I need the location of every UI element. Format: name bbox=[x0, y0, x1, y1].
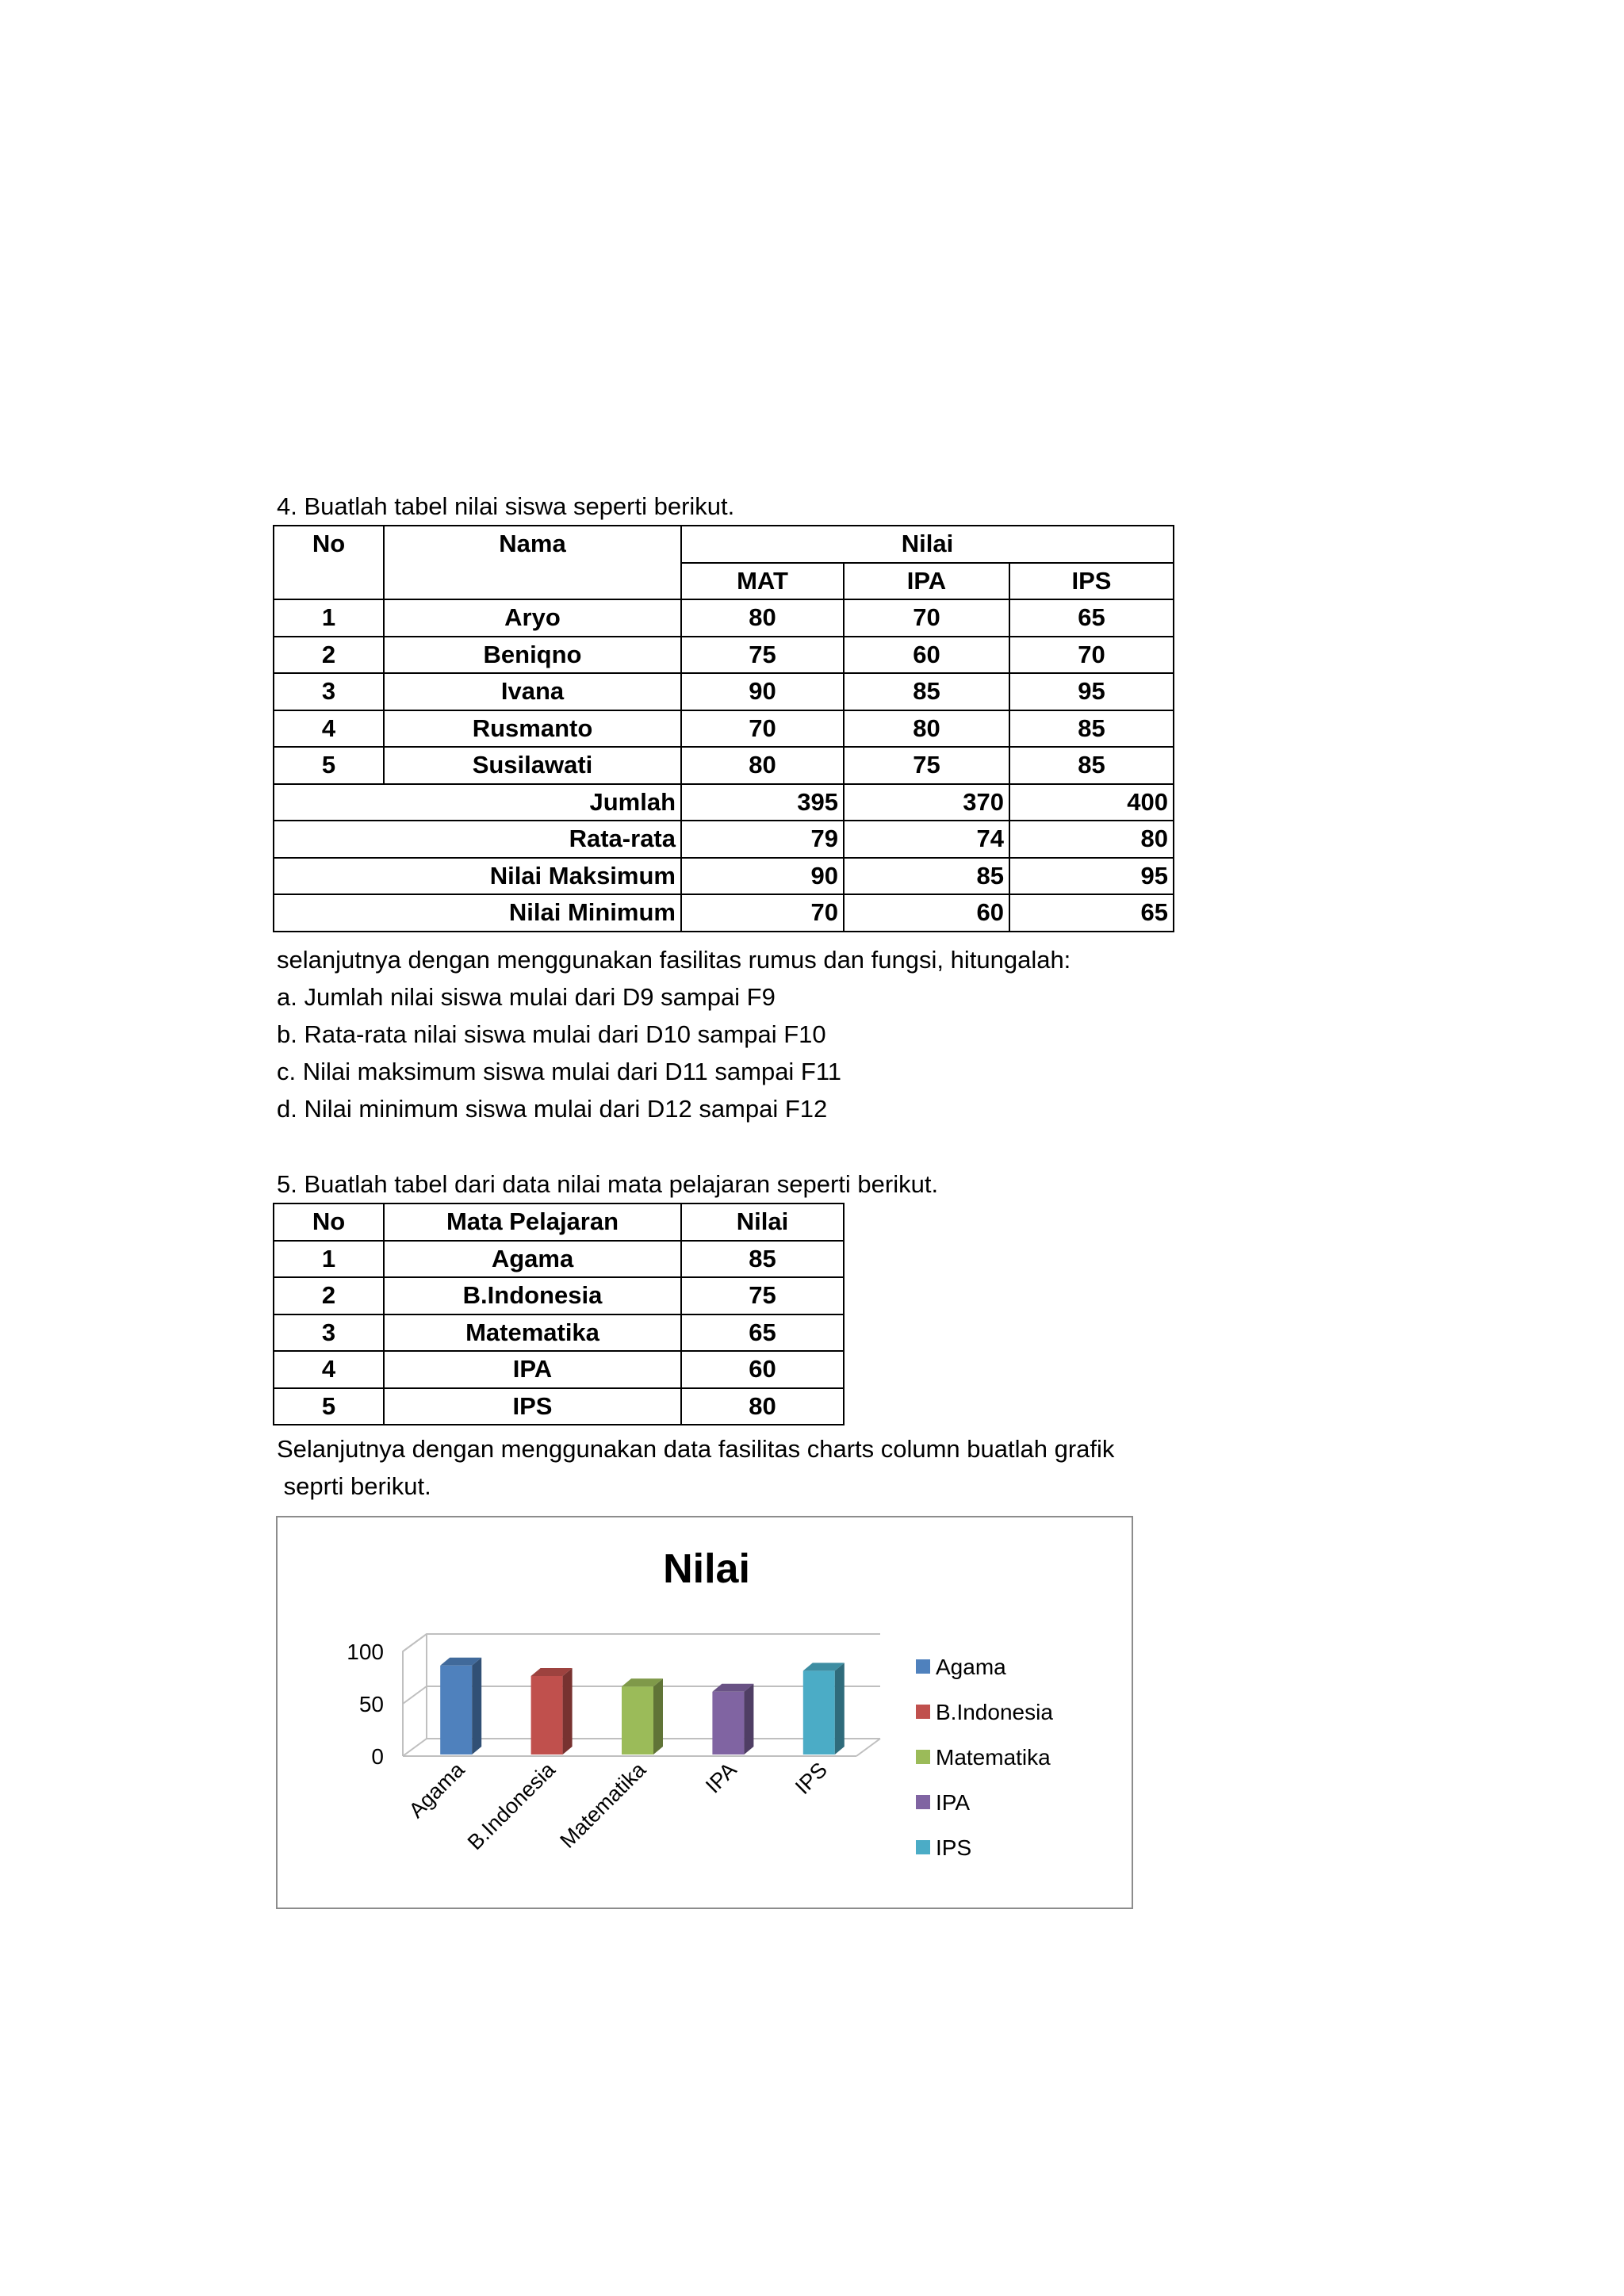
cell-mat: 80 bbox=[681, 599, 844, 637]
q4-task-b: b. Rata-rata nilai siswa mulai dari D10 sampai F10 bbox=[277, 1020, 826, 1048]
cell-nama: Rusmanto bbox=[384, 710, 681, 748]
bar-matematika bbox=[622, 1686, 653, 1755]
cell-ipa: 75 bbox=[844, 747, 1009, 784]
legend-entry: Matematika bbox=[936, 1745, 1051, 1770]
x-tick-label: B.Indonesia bbox=[462, 1758, 560, 1855]
x-tick-label: IPA bbox=[701, 1758, 741, 1798]
summary-row bbox=[274, 858, 1174, 895]
cell-nama: Beniqno bbox=[384, 637, 681, 674]
cell-no: 5 bbox=[274, 747, 384, 784]
q5-instruction-line2: seprti berikut. bbox=[277, 1472, 431, 1500]
cell-nilai: 80 bbox=[681, 1388, 844, 1425]
cell-mat: 75 bbox=[681, 637, 844, 674]
x-tick-label: Matematika bbox=[555, 1758, 651, 1853]
table-row bbox=[274, 599, 1174, 637]
cell-ips: 65 bbox=[1009, 894, 1174, 932]
chart-title: Nilai bbox=[663, 1546, 750, 1592]
header-nilai: Nilai bbox=[681, 1203, 844, 1241]
table-row bbox=[274, 673, 1174, 710]
cell-ipa: 60 bbox=[844, 894, 1009, 932]
bar-ips bbox=[803, 1670, 835, 1755]
cell-no: 3 bbox=[274, 1314, 384, 1352]
cell-mat: 395 bbox=[681, 784, 844, 821]
legend-entry: IPS bbox=[936, 1835, 972, 1860]
summary-label: Rata-rata bbox=[274, 821, 681, 858]
y-tick-label: 0 bbox=[371, 1744, 384, 1769]
cell-nilai: 65 bbox=[681, 1314, 844, 1352]
cell-ipa: 85 bbox=[844, 858, 1009, 895]
cell-no: 4 bbox=[274, 710, 384, 748]
table-row bbox=[274, 1314, 844, 1352]
cell-no: 2 bbox=[274, 637, 384, 674]
cell-ipa: 70 bbox=[844, 599, 1009, 637]
cell-nilai: 60 bbox=[681, 1351, 844, 1388]
cell-ips: 95 bbox=[1009, 673, 1174, 710]
table-row bbox=[274, 637, 1174, 674]
cell-nilai: 85 bbox=[681, 1241, 844, 1278]
x-tick-label: IPS bbox=[791, 1758, 833, 1800]
cell-mat: 90 bbox=[681, 858, 844, 895]
cell-ips: 85 bbox=[1009, 747, 1174, 784]
subject-scores-table bbox=[273, 1203, 845, 1425]
legend-swatch bbox=[916, 1795, 930, 1809]
cell-no: 2 bbox=[274, 1277, 384, 1314]
legend-entry: Agama bbox=[936, 1655, 1006, 1679]
legend-entry: B.Indonesia bbox=[936, 1700, 1053, 1724]
cell-no: 1 bbox=[274, 1241, 384, 1278]
q4-task-d: d. Nilai minimum siswa mulai dari D12 sampai F12 bbox=[277, 1095, 828, 1123]
cell-mat: 70 bbox=[681, 710, 844, 748]
bar-side bbox=[472, 1658, 481, 1755]
q5-intro: 5. Buatlah tabel dari data nilai mata pelajaran seperti berikut. bbox=[277, 1170, 939, 1198]
cell-ips: 95 bbox=[1009, 858, 1174, 895]
cell-ipa: 85 bbox=[844, 673, 1009, 710]
chart-floor-edge bbox=[856, 1739, 880, 1756]
cell-no: 4 bbox=[274, 1351, 384, 1388]
cell-nilai: 75 bbox=[681, 1277, 844, 1314]
cell-nama: Ivana bbox=[384, 673, 681, 710]
legend-swatch bbox=[916, 1750, 930, 1764]
table-row bbox=[274, 1351, 844, 1388]
cell-mapel: Agama bbox=[384, 1241, 681, 1278]
cell-ips: 70 bbox=[1009, 637, 1174, 674]
cell-no: 1 bbox=[274, 599, 384, 637]
summary-label: Nilai Minimum bbox=[274, 894, 681, 932]
summary-row bbox=[274, 784, 1174, 821]
header-nama: Nama bbox=[384, 526, 681, 599]
bar-side bbox=[744, 1684, 753, 1755]
table-row bbox=[274, 1241, 844, 1278]
legend-swatch bbox=[916, 1659, 930, 1674]
header-no: No bbox=[274, 1203, 384, 1241]
summary-label: Jumlah bbox=[274, 784, 681, 821]
cell-mat: 90 bbox=[681, 673, 844, 710]
legend-swatch bbox=[916, 1840, 930, 1854]
cell-mat: 80 bbox=[681, 747, 844, 784]
summary-row bbox=[274, 894, 1174, 932]
cell-ips: 85 bbox=[1009, 710, 1174, 748]
bar-ipa bbox=[712, 1692, 744, 1755]
q4-instruction: selanjutnya dengan menggunakan fasilitas rumus dan fungsi, hitungalah: bbox=[277, 946, 1071, 974]
header-ips: IPS bbox=[1009, 563, 1174, 600]
legend-entry: IPA bbox=[936, 1790, 971, 1815]
cell-ipa: 60 bbox=[844, 637, 1009, 674]
cell-ipa: 80 bbox=[844, 710, 1009, 748]
cell-mat: 79 bbox=[681, 821, 844, 858]
bar-agama bbox=[440, 1666, 472, 1755]
gridline bbox=[403, 1634, 880, 1651]
cell-ips: 80 bbox=[1009, 821, 1174, 858]
table-row bbox=[274, 747, 1174, 784]
bar-side bbox=[563, 1668, 573, 1755]
bar-side bbox=[835, 1663, 845, 1755]
header-mapel: Mata Pelajaran bbox=[384, 1203, 681, 1241]
q4-task-a: a. Jumlah nilai siswa mulai dari D9 sampai F9 bbox=[277, 983, 776, 1011]
cell-mapel: Matematika bbox=[384, 1314, 681, 1352]
q4-intro: 4. Buatlah tabel nilai siswa seperti berikut. bbox=[277, 492, 735, 520]
y-tick-label: 50 bbox=[358, 1692, 384, 1716]
bar-side bbox=[653, 1678, 663, 1755]
cell-ips: 400 bbox=[1009, 784, 1174, 821]
legend-swatch bbox=[916, 1705, 930, 1719]
header-mat: MAT bbox=[681, 563, 844, 600]
cell-ipa: 370 bbox=[844, 784, 1009, 821]
cell-nama: Aryo bbox=[384, 599, 681, 637]
cell-ips: 65 bbox=[1009, 599, 1174, 637]
x-tick-label: Agama bbox=[404, 1758, 469, 1823]
header-ipa: IPA bbox=[844, 563, 1009, 600]
cell-no: 3 bbox=[274, 673, 384, 710]
column-chart-frame bbox=[276, 1516, 1133, 1909]
table-row bbox=[274, 1388, 844, 1425]
cell-mapel: IPA bbox=[384, 1351, 681, 1388]
summary-label: Nilai Maksimum bbox=[274, 858, 681, 895]
table-row bbox=[274, 710, 1174, 748]
cell-mapel: IPS bbox=[384, 1388, 681, 1425]
cell-ipa: 74 bbox=[844, 821, 1009, 858]
cell-nama: Susilawati bbox=[384, 747, 681, 784]
column-chart bbox=[278, 1517, 1135, 1911]
q5-instruction-line1: Selanjutnya dengan menggunakan data fasilitas charts column buatlah grafik bbox=[277, 1435, 1115, 1463]
cell-no: 5 bbox=[274, 1388, 384, 1425]
y-tick-label: 100 bbox=[347, 1640, 384, 1664]
header-nilai: Nilai bbox=[681, 526, 1174, 563]
cell-mat: 70 bbox=[681, 894, 844, 932]
header-no: No bbox=[274, 526, 384, 599]
cell-mapel: B.Indonesia bbox=[384, 1277, 681, 1314]
q4-task-c: c. Nilai maksimum siswa mulai dari D11 sampai F11 bbox=[277, 1058, 842, 1085]
summary-row bbox=[274, 821, 1174, 858]
bar-b-indonesia bbox=[531, 1676, 563, 1755]
student-scores-table bbox=[273, 525, 1174, 932]
table-row bbox=[274, 1277, 844, 1314]
